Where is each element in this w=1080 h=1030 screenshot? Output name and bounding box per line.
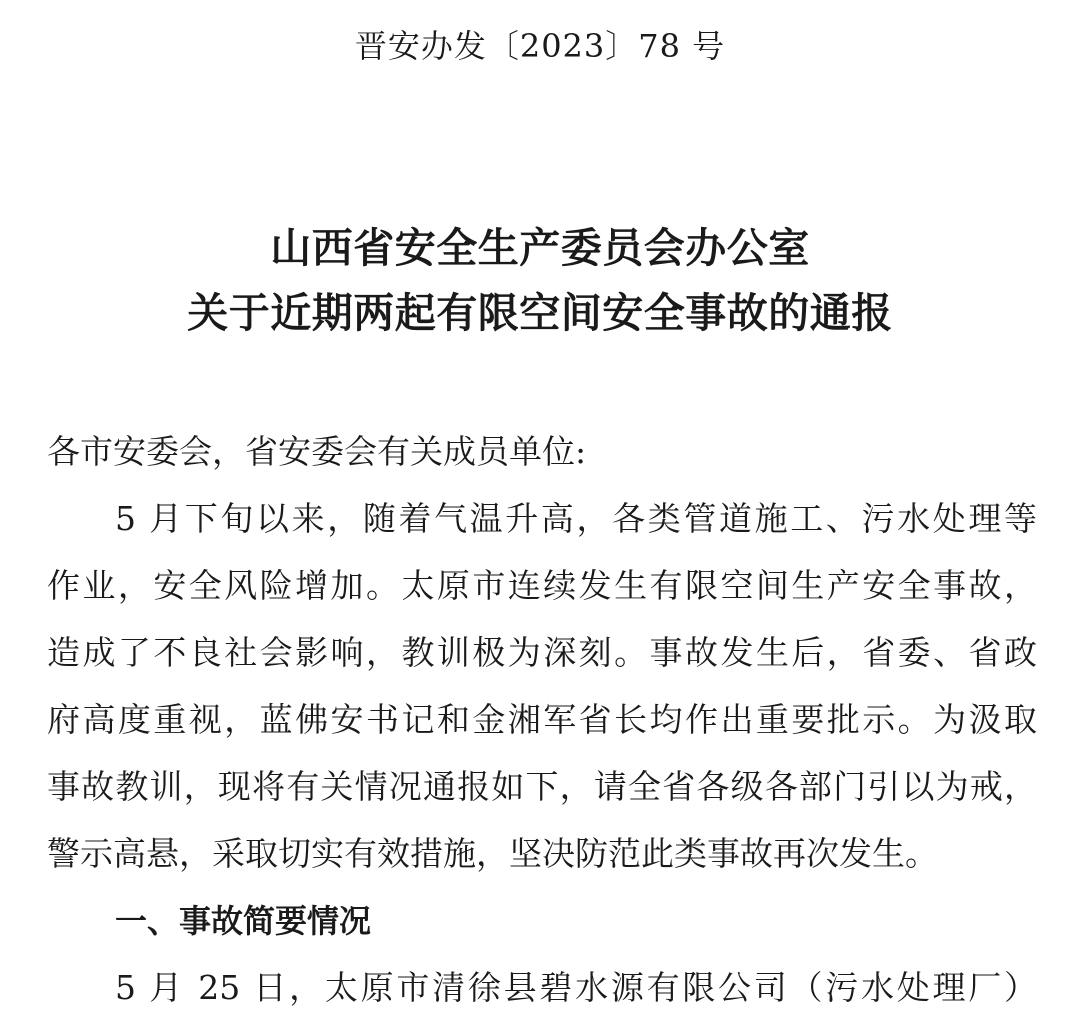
document-title-line-2: 关于近期两起有限空间安全事故的通报 <box>187 289 893 337</box>
paragraph-line: 造成了不良社会影响，教训极为深刻。事故发生后，省委、省政 <box>47 633 1037 672</box>
salutation: 各市安委会，省安委会有关成员单位: <box>47 432 587 471</box>
paragraph-line: 5 月 25 日，太原市清徐县碧水源有限公司（污水处理厂） <box>115 968 1037 1007</box>
paragraph-line: 作业，安全风险增加。太原市连续发生有限空间生产安全事故， <box>47 566 1037 605</box>
section-heading: 一、事故简要情况 <box>115 902 372 940</box>
document-title-line-1: 山西省安全生产委员会办公室 <box>270 224 810 272</box>
document-number: 晋安办发〔2023〕78 号 <box>354 27 726 65</box>
paragraph-line: 5 月下旬以来，随着气温升高，各类管道施工、污水处理等 <box>115 499 1037 538</box>
paragraph-line: 府高度重视，蓝佛安书记和金湘军省长均作出重要批示。为汲取 <box>47 700 1037 739</box>
paragraph-line: 事故教训，现将有关情况通报如下，请全省各级各部门引以为戒， <box>47 767 1037 806</box>
paragraph-line: 警示高悬，采取切实有效措施，坚决防范此类事故再次发生。 <box>47 834 938 873</box>
